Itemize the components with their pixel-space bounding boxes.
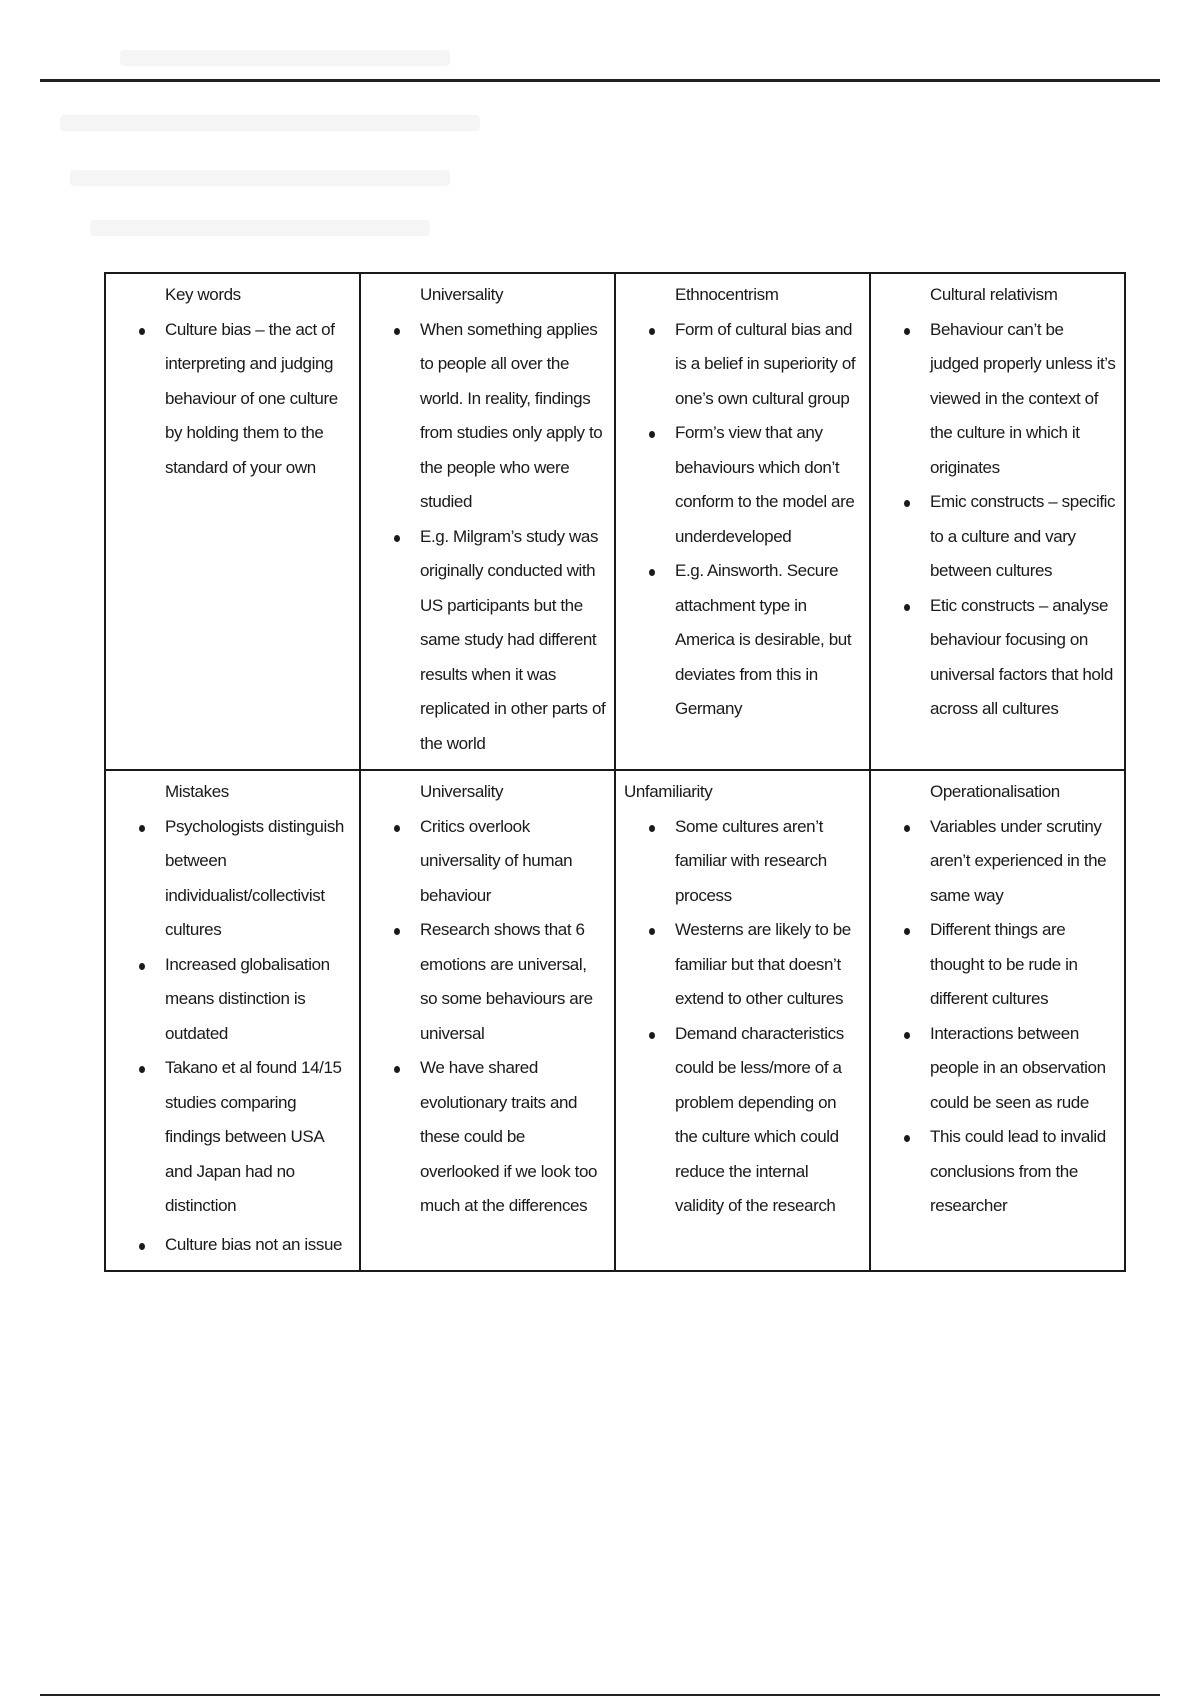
notes-table <box>104 272 1126 1272</box>
top-rule <box>40 79 1160 82</box>
bullet-item: Emic constructs – specific to a culture and vary between cultures <box>879 485 1116 589</box>
cell-universality <box>360 273 615 770</box>
bullet-list <box>114 810 351 1263</box>
bullet-item: Research shows that 6 emotions are universal, so some behaviours are universal <box>369 913 606 1051</box>
cell-heading: Cultural relativism <box>930 285 1058 304</box>
bullet-list <box>624 313 861 727</box>
bullet-item: Culture bias – the act of interpreting and judging behaviour of one culture by holding them to the standard of your own <box>114 313 351 486</box>
bullet-list <box>624 810 861 1224</box>
cell-heading: Operationalisation <box>930 782 1060 801</box>
cell-unfamiliarity <box>615 770 870 1271</box>
cell-ethnocentrism <box>615 273 870 770</box>
bullet-item: Increased globalisation means distinction is outdated <box>114 948 351 1052</box>
cell-cultural-relativism <box>870 273 1125 770</box>
bullet-item: Demand characteristics could be less/more of a problem depending on the culture which could reduce the internal validity of the research <box>624 1017 861 1224</box>
bottom-rule <box>40 1694 1160 1696</box>
bullet-item: Psychologists distinguish between individualist/collectivist cultures <box>114 810 351 948</box>
bullet-list <box>369 313 606 762</box>
cell-heading: Key words <box>165 285 241 304</box>
cell-heading: Ethnocentrism <box>675 285 779 304</box>
bullet-list <box>879 810 1116 1224</box>
bullet-list <box>114 313 351 486</box>
table-row <box>105 770 1125 1271</box>
faded-header-text <box>60 20 580 250</box>
bullet-item: Westerns are likely to be familiar but that doesn’t extend to other cultures <box>624 913 861 1017</box>
bullet-item: Interactions between people in an observation could be seen as rude <box>879 1017 1116 1121</box>
cell-key-words <box>105 273 360 770</box>
bullet-item: When something applies to people all over the world. In reality, findings from studies only apply to the people who were studied <box>369 313 606 520</box>
bullet-item: We have shared evolutionary traits and these could be overlooked if we look too much at the differences <box>369 1051 606 1224</box>
cell-heading: Mistakes <box>165 782 229 801</box>
bullet-list <box>879 313 1116 727</box>
bullet-item: Some cultures aren’t familiar with research process <box>624 810 861 914</box>
bullet-item: Different things are thought to be rude in different cultures <box>879 913 1116 1017</box>
cell-heading: Universality <box>420 782 504 801</box>
cell-universality-evaluation <box>360 770 615 1271</box>
bullet-item: Form of cultural bias and is a belief in superiority of one’s own cultural group <box>624 313 861 417</box>
bullet-list <box>369 810 606 1224</box>
bullet-item: E.g. Ainsworth. Secure attachment type in America is desirable, but deviates from this in Germany <box>624 554 861 727</box>
cell-heading: Universality <box>420 285 504 304</box>
bullet-item: Culture bias not an issue <box>114 1228 351 1263</box>
bullet-item: Behaviour can’t be judged properly unless it’s viewed in the context of the culture in which it originates <box>879 313 1116 486</box>
bullet-item: Variables under scrutiny aren’t experienced in the same way <box>879 810 1116 914</box>
cell-mistakes <box>105 770 360 1271</box>
table-row <box>105 273 1125 770</box>
bullet-item: Critics overlook universality of human behaviour <box>369 810 606 914</box>
bullet-item: This could lead to invalid conclusions from the researcher <box>879 1120 1116 1224</box>
bullet-item: E.g. Milgram’s study was originally conducted with US participants but the same study had different results when it was replicated in other parts of the world <box>369 520 606 762</box>
cell-operationalisation <box>870 770 1125 1271</box>
bullet-item: Takano et al found 14/15 studies comparing findings between USA and Japan had no distinction <box>114 1051 351 1224</box>
cell-heading: Unfamiliarity <box>624 782 713 801</box>
bullet-item: Form’s view that any behaviours which don’t conform to the model are underdeveloped <box>624 416 861 554</box>
bullet-item: Etic constructs – analyse behaviour focusing on universal factors that hold across all cultures <box>879 589 1116 727</box>
